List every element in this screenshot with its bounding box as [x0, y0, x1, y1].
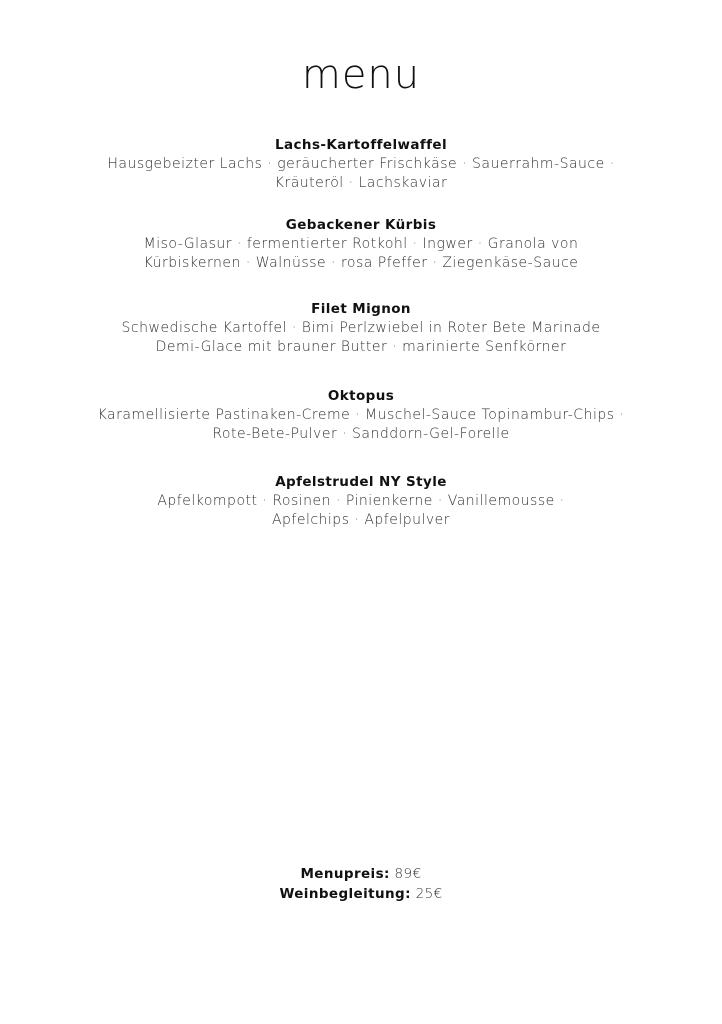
- page-title: menu: [301, 52, 421, 98]
- course-5: [0, 473, 722, 530]
- course-description-line: Miso-Glasur · fermentierter Rotkohl · Ingwer · Granola von: [143, 236, 579, 252]
- menu-price-row: [0, 864, 722, 884]
- menu-price-label: Menupreis: [300, 866, 385, 882]
- course-description-line: Apfelchips · Apfelpulver: [271, 512, 451, 528]
- course-name: Apfelstrudel NY Style: [275, 474, 447, 490]
- course-description-line: Apfelkompott · Rosinen · Pinienkerne · Vanillemousse ·: [157, 493, 565, 509]
- course-description-line: Demi-Glace mit brauner Butter · marinierte Senfkörner: [155, 339, 567, 355]
- course-description-line: Karamellisierte Pastinaken-Creme · Muschel-Sauce Topinambur-Chips ·: [97, 407, 625, 423]
- course-name: Gebackener Kürbis: [285, 217, 437, 233]
- course-description-line: Rote-Bete-Pulver · Sanddorn-Gel-Forelle: [212, 426, 510, 442]
- wine-pairing-value: 25€: [415, 886, 443, 902]
- pricing-footer: [0, 864, 722, 904]
- course-description-line: Kräuteröl · Lachskaviar: [274, 175, 448, 191]
- course-2: [0, 216, 722, 273]
- course-description-line: Hausgebeizter Lachs · geräucherter Frischkäse · Sauerrahm-Sauce ·: [107, 156, 615, 172]
- course-name: Oktopus: [327, 388, 395, 404]
- wine-pairing-label: Weinbegleitung:: [279, 886, 411, 902]
- course-description-line: Kürbiskernen · Walnüsse · rosa Pfeffer · Ziegenkäse-Sauce: [143, 255, 579, 271]
- course-1: [0, 136, 722, 193]
- course-4: [0, 387, 722, 444]
- wine-pairing-row: [0, 884, 722, 904]
- course-3: [0, 300, 722, 357]
- menu-price-value: 89€: [394, 866, 422, 882]
- menu-price-colon: :: [384, 866, 390, 882]
- course-name: Lachs-Kartoffelwaffel: [275, 137, 447, 153]
- course-description-line: Schwedische Kartoffel · Bimi Perlzwiebel in Roter Bete Marinade: [121, 320, 601, 336]
- course-name: Filet Mignon: [311, 301, 411, 317]
